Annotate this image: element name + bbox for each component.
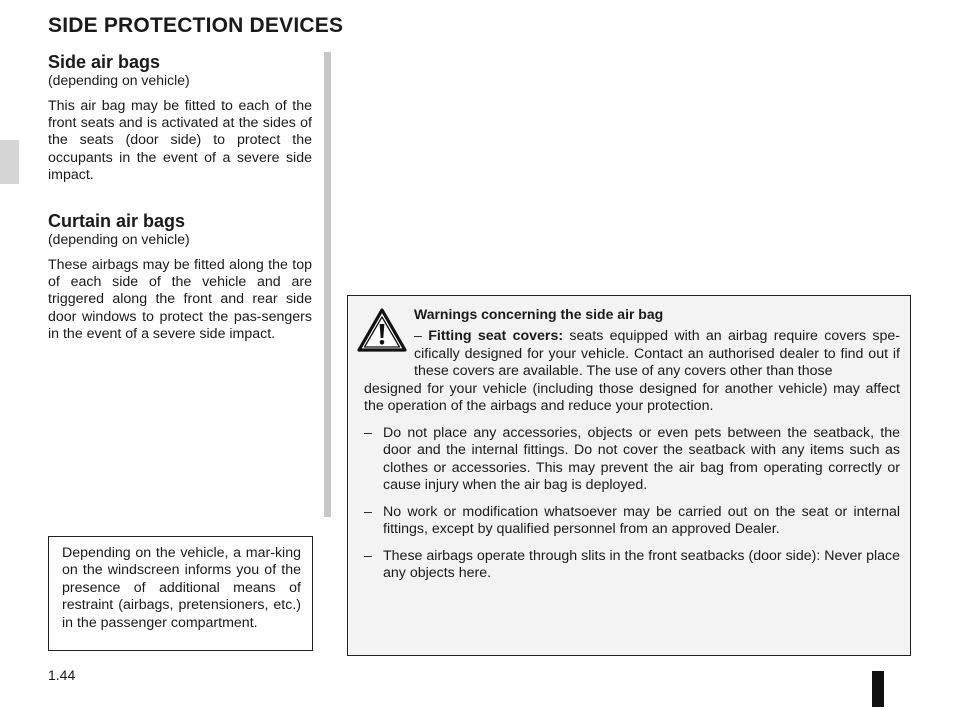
curtain-air-bags-body: These airbags may be fitted along the top of each side of the vehicle and are triggered along the front and rear side door windows to protect the pas-sengers in the event of a severe side impact. bbox=[48, 257, 312, 342]
warning-box bbox=[347, 295, 911, 656]
warning-item-text: No work or modification whatsoever may be carried out on the seat or internal fittings, except by qualified personnel from an approved Dealer. bbox=[383, 503, 900, 537]
windscreen-marking-info-box: Depending on the vehicle, a mar-king on the windscreen informs you of the presence of additional means of restraint (airbags, pretensioners, etc.) in the passenger compartment. bbox=[48, 536, 313, 651]
column-divider bbox=[324, 52, 331, 517]
warning-item bbox=[364, 548, 900, 583]
page-corner-mark bbox=[872, 671, 884, 707]
left-column bbox=[48, 52, 312, 343]
warning-item bbox=[364, 504, 900, 539]
curtain-air-bags-section bbox=[48, 211, 312, 343]
warning-title: Warnings concerning the side air bag bbox=[414, 306, 664, 322]
curtain-air-bags-note: (depending on vehicle) bbox=[48, 231, 190, 248]
warning-item-seat-covers bbox=[364, 328, 900, 416]
warning-body bbox=[364, 328, 900, 592]
warning-item-text: These airbags operate through slits in the front seatbacks (door side): Never place any objects here. bbox=[383, 547, 900, 581]
side-air-bags-heading: Side air bags bbox=[48, 52, 161, 72]
side-air-bags-note: (depending on vehicle) bbox=[48, 72, 190, 88]
chapter-tab bbox=[0, 140, 19, 184]
side-air-bags-section bbox=[48, 52, 312, 184]
list-dash: – bbox=[414, 328, 422, 344]
curtain-air-bags-heading: Curtain air bags bbox=[48, 211, 186, 232]
side-air-bags-body: This air bag may be fitted to each of the front seats and is activated at the sides of the seats (door side) to protect the occupants in the event of a severe side impact. bbox=[48, 98, 312, 183]
seat-covers-label: Fitting seat covers: bbox=[428, 328, 564, 344]
list-dash: – bbox=[364, 424, 372, 441]
seat-covers-text-continued: designed for your vehicle (including those designed for another vehicle) may affect the operation of the airbags and reduce your protection. bbox=[364, 380, 900, 414]
list-dash: – bbox=[364, 503, 372, 520]
page-number: 1.44 bbox=[48, 667, 76, 683]
seat-covers-text: seats equipped with an airbag require covers spe-cifically designed for your vehicle. Contact an authorised dealer to find out if these covers are available. The use of any covers other than those bbox=[414, 328, 900, 379]
page-title: SIDE PROTECTION DEVICES bbox=[48, 14, 344, 37]
warning-item-text: Do not place any accessories, objects or even pets between the seatback, the door and the internal fittings. Do not cover the seatback with any items such as clothes or accessories. This may prevent the air bag from operating correctly or cause injury when the air bag is deployed. bbox=[383, 424, 900, 493]
warning-item bbox=[364, 425, 900, 495]
list-dash: – bbox=[364, 547, 372, 564]
